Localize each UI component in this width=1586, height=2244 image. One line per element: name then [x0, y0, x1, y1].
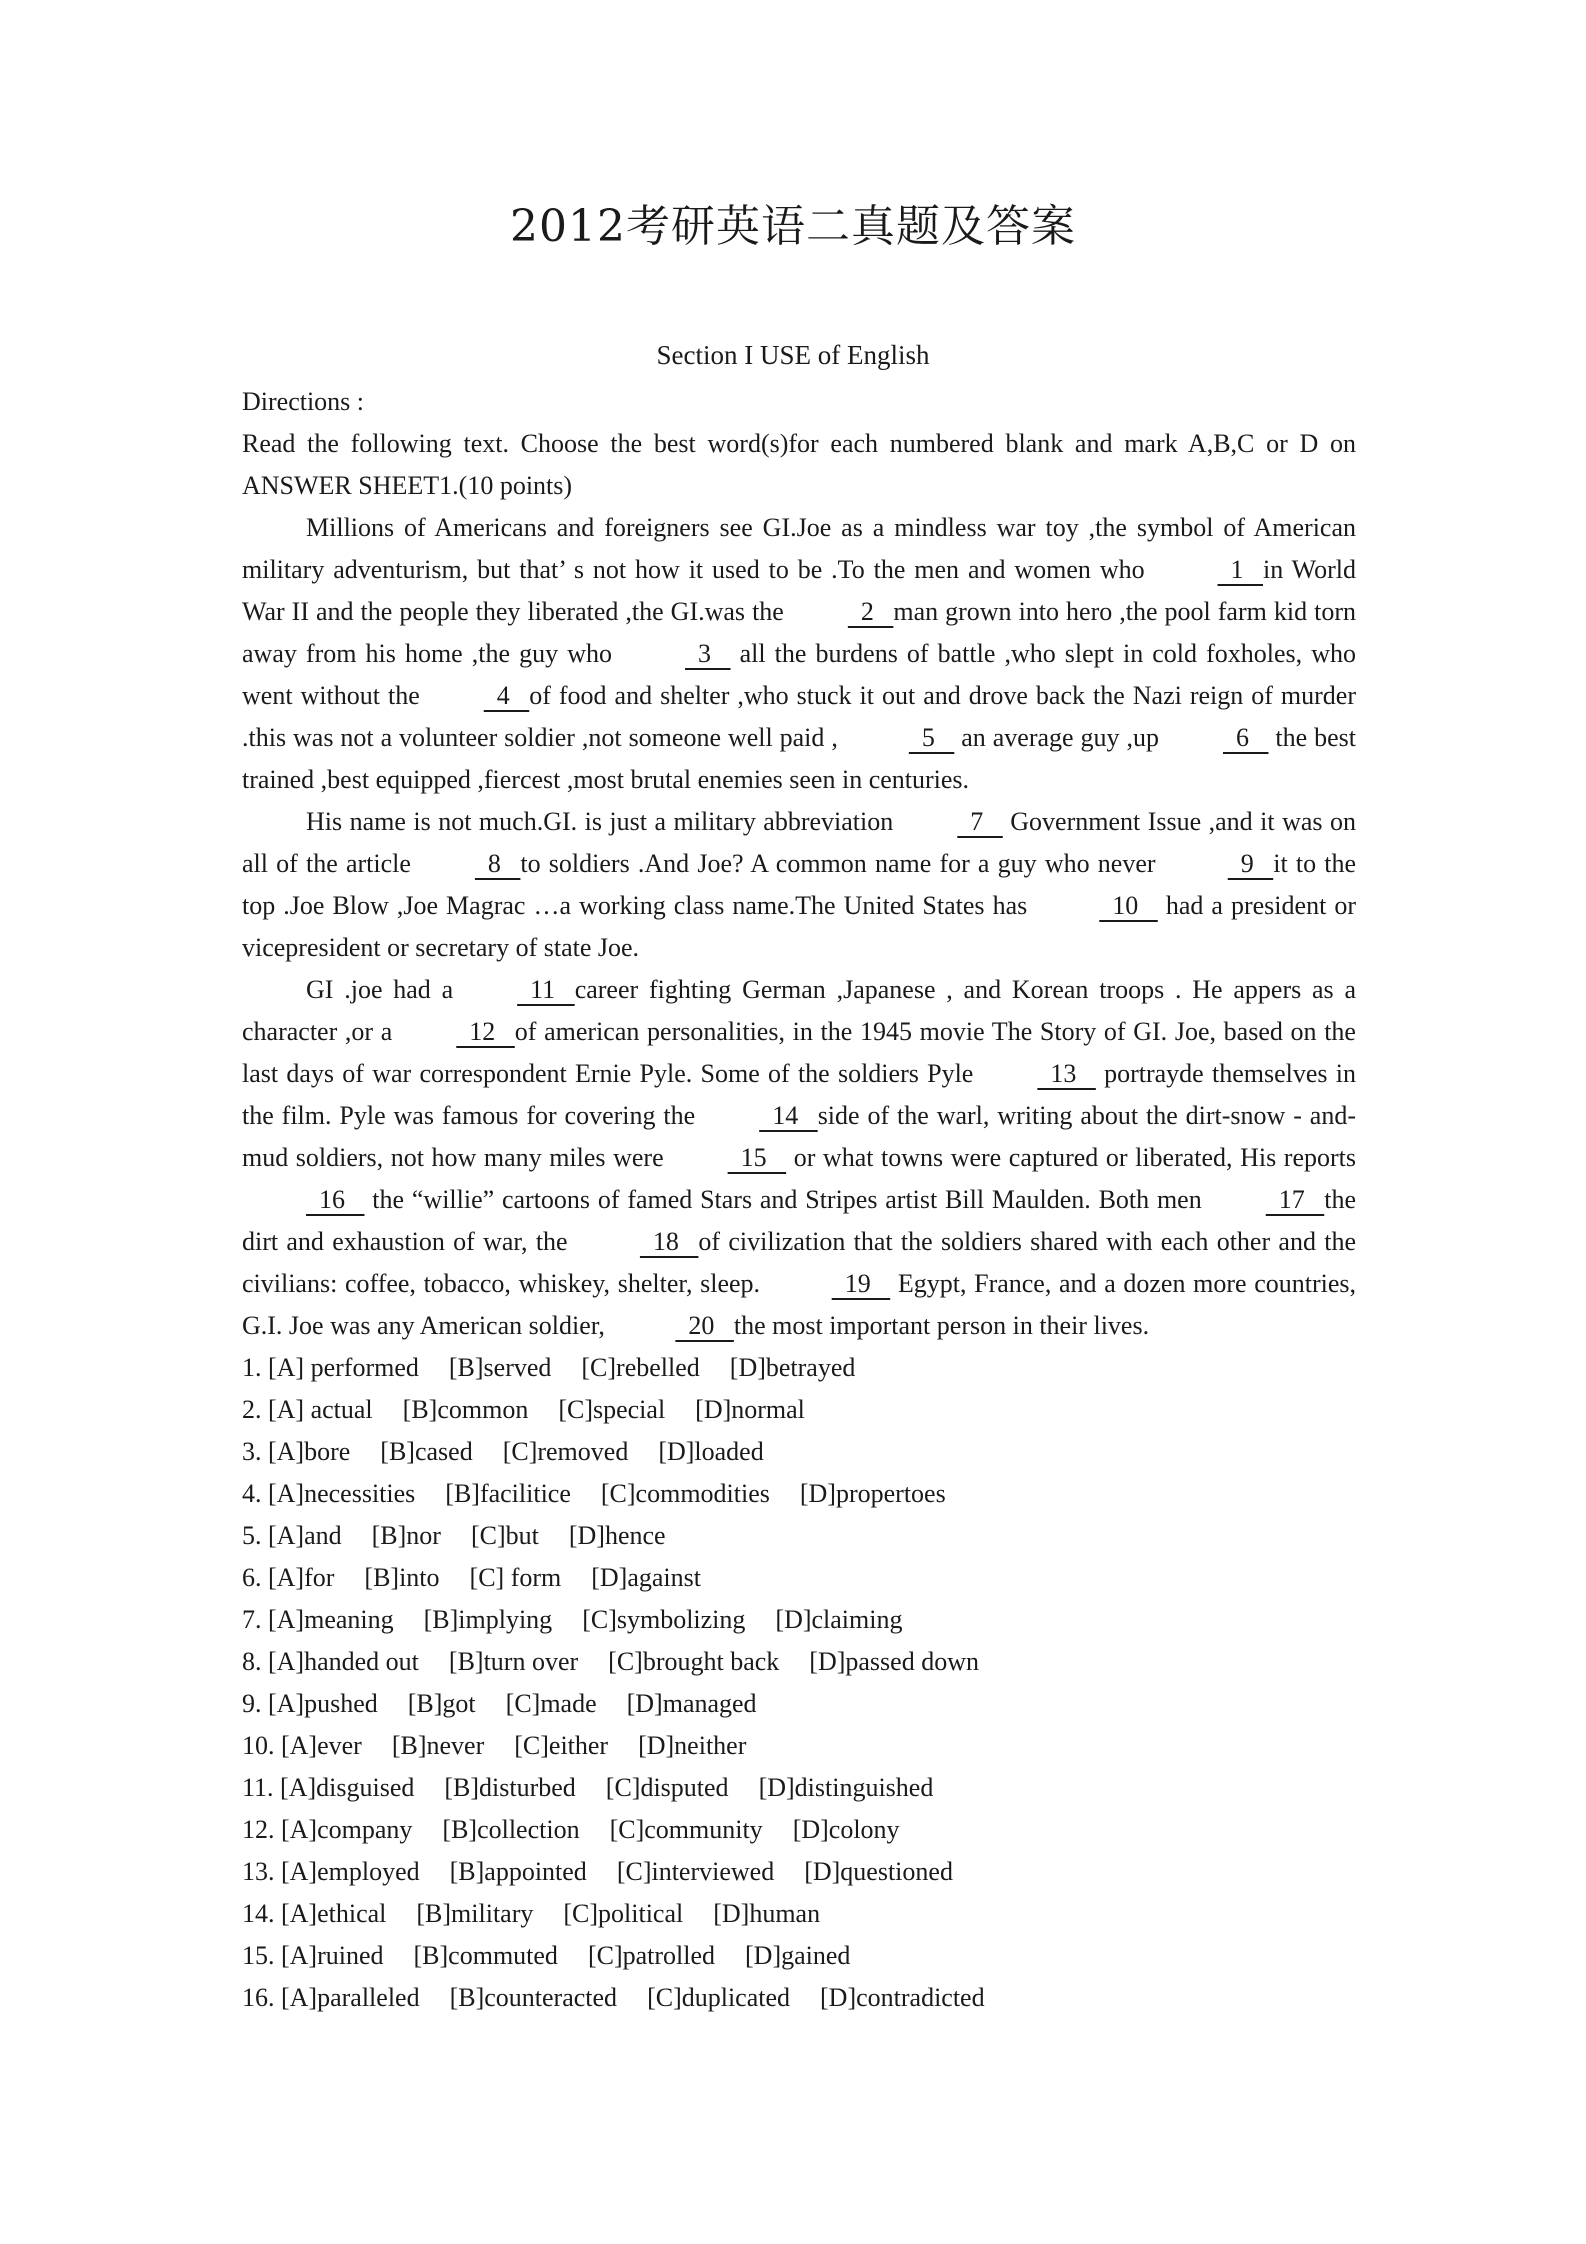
- answer-option: [A]ever: [281, 1731, 362, 1760]
- passage-text: the most important person in their lives.: [733, 1311, 1150, 1340]
- passage-text: GI .joe had a: [306, 975, 454, 1004]
- blank-number: 3: [685, 639, 731, 668]
- question-number: 6.: [242, 1563, 268, 1592]
- blank-number: 14: [759, 1101, 818, 1130]
- answer-option: [D]propertoes: [799, 1479, 946, 1508]
- question-number: 13.: [242, 1857, 281, 1886]
- blank-number: 7: [957, 807, 1003, 836]
- document-body: [242, 381, 1356, 2019]
- passage-paragraph: [242, 969, 1356, 1347]
- passage-text: all the burdens of battle ,who slept in cold foxholes, who went without the: [242, 639, 1356, 710]
- blank-number: 11: [517, 975, 575, 1004]
- question-item: [242, 1725, 1356, 1767]
- question-number: 9.: [242, 1689, 268, 1718]
- answer-option: [A]company: [281, 1815, 413, 1844]
- question-number: 1.: [242, 1353, 268, 1382]
- passage-text: it to the top .Joe Blow ,Joe Magrac …a working class name.The United States has: [242, 849, 1357, 920]
- answer-option: [D]against: [591, 1563, 701, 1592]
- answer-option: [A]ruined: [281, 1941, 384, 1970]
- answer-option: [D]normal: [695, 1395, 805, 1424]
- answer-option: [A]pushed: [268, 1689, 378, 1718]
- answer-option: [D]distinguished: [758, 1773, 934, 1802]
- blank-number: 5: [908, 723, 955, 752]
- blank-number: 10: [1099, 891, 1158, 920]
- answer-option: [C]patrolled: [587, 1941, 716, 1970]
- passage-text: an average guy ,up: [954, 723, 1159, 752]
- passage-text: His name is not much.GI. is just a military abbreviation: [306, 807, 894, 836]
- question-number: 11.: [242, 1773, 281, 1802]
- answer-option: [C]commodities: [600, 1479, 770, 1508]
- answer-option: [B]military: [416, 1899, 534, 1928]
- answer-option: [D]passed down: [809, 1647, 979, 1676]
- question-item: [242, 1809, 1356, 1851]
- question-number: 5.: [242, 1521, 268, 1550]
- passage-text: man grown into hero ,the pool farm kid torn away from his home ,the guy who: [242, 597, 1356, 668]
- answer-option: [C]political: [563, 1899, 684, 1928]
- passage-text: or what towns were captured or liberated, His reports: [786, 1143, 1356, 1172]
- answer-option: [C]removed: [502, 1437, 629, 1466]
- answer-option: [C] form: [469, 1563, 562, 1592]
- blank-number: 20: [675, 1311, 734, 1340]
- question-number: 14.: [242, 1899, 281, 1928]
- passage-text: portrayde themselves in the film. Pyle was famous for covering the: [242, 1059, 1357, 1130]
- answer-option: [A]for: [268, 1563, 335, 1592]
- question-number: 2.: [242, 1395, 268, 1424]
- blank-number: 8: [474, 849, 521, 878]
- passage-text: the dirt and exhaustion of war, the: [242, 1185, 1356, 1256]
- blank-number: 9: [1227, 849, 1274, 878]
- passage-text: to soldiers .And Joe? A common name for a guy who never: [520, 849, 1164, 878]
- passage-text: had a president or vicepresident or secretary of state Joe.: [242, 891, 1356, 962]
- question-item: [242, 1389, 1356, 1431]
- question-number: 8.: [242, 1647, 268, 1676]
- question-number: 16.: [242, 1983, 281, 2012]
- question-number: 10.: [242, 1731, 281, 1760]
- answer-option: [C]disputed: [605, 1773, 729, 1802]
- question-number: 4.: [242, 1479, 268, 1508]
- question-item: [242, 1641, 1356, 1683]
- answer-option: [A]bore: [268, 1437, 351, 1466]
- answer-option: [C]rebelled: [581, 1353, 700, 1382]
- answer-option: [C]brought back: [608, 1647, 780, 1676]
- blank-number: 18: [639, 1227, 699, 1256]
- question-list: [242, 1347, 1356, 2019]
- answer-option: [D]loaded: [658, 1437, 764, 1466]
- blank-number: 17: [1265, 1185, 1325, 1214]
- passage-text: Millions of Americans and foreigners see GI.Joe as a mindless war toy ,the symbol of American military adventurism, but that’ s not how it used to be .To the men and women who: [242, 513, 1356, 584]
- answer-option: [B]implying: [423, 1605, 553, 1634]
- question-item: [242, 1977, 1356, 2019]
- passage-text: Egypt, France, and a dozen more countries, G.I. Joe was any American soldier,: [242, 1269, 1357, 1340]
- question-number: 12.: [242, 1815, 281, 1844]
- answer-option: [B]collection: [442, 1815, 580, 1844]
- question-item: [242, 1431, 1356, 1473]
- answer-option: [B]got: [407, 1689, 476, 1718]
- answer-option: [D]gained: [745, 1941, 851, 1970]
- answer-option: [B]facilitice: [445, 1479, 571, 1508]
- passage-text: of civilization that the soldiers shared with each other and the civilians: coffee, tobacco, whiskey, shelter, sleep.: [242, 1227, 1356, 1298]
- answer-option: [A]meaning: [268, 1605, 394, 1634]
- answer-option: [B]served: [448, 1353, 552, 1382]
- answer-option: [A]ethical: [281, 1899, 387, 1928]
- blank-number: 1: [1217, 555, 1263, 584]
- blank-number: 4: [483, 681, 530, 710]
- answer-option: [B]cased: [380, 1437, 473, 1466]
- question-item: [242, 1557, 1356, 1599]
- question-item: [242, 1515, 1356, 1557]
- answer-option: [C]made: [505, 1689, 597, 1718]
- answer-option: [A]necessities: [268, 1479, 416, 1508]
- blank-number: 15: [727, 1143, 787, 1172]
- answer-option: [B]commuted: [413, 1941, 558, 1970]
- passage-paragraph: [242, 801, 1356, 969]
- answer-option: [D]questioned: [804, 1857, 953, 1886]
- answer-option: [C]duplicated: [647, 1983, 791, 2012]
- answer-option: [D]neither: [638, 1731, 747, 1760]
- answer-option: [C]symbolizing: [582, 1605, 746, 1634]
- blank-number: 13: [1037, 1059, 1096, 1088]
- answer-option: [C]but: [470, 1521, 539, 1550]
- answer-option: [A] performed: [268, 1353, 419, 1382]
- question-item: [242, 1599, 1356, 1641]
- passage-text: the best trained ,best equipped ,fiercest ,most brutal enemies seen in centuries.: [242, 723, 1357, 794]
- answer-option: [B]disturbed: [444, 1773, 576, 1802]
- answer-option: [C]interviewed: [616, 1857, 775, 1886]
- question-number: 3.: [242, 1437, 268, 1466]
- answer-option: [D]managed: [626, 1689, 757, 1718]
- question-item: [242, 1683, 1356, 1725]
- question-number: 15.: [242, 1941, 281, 1970]
- answer-option: [A]paralleled: [281, 1983, 420, 2012]
- blank-number: 19: [831, 1269, 891, 1298]
- question-item: [242, 1473, 1356, 1515]
- answer-option: [C]special: [558, 1395, 666, 1424]
- answer-option: [A] actual: [268, 1395, 373, 1424]
- question-number: 7.: [242, 1605, 268, 1634]
- page-title: 2012考研英语二真题及答案: [510, 201, 1076, 252]
- answer-option: [A]disguised: [280, 1773, 415, 1802]
- passage: [242, 507, 1356, 1347]
- answer-option: [B]nor: [371, 1521, 441, 1550]
- answer-option: [C]community: [609, 1815, 763, 1844]
- directions-text: Read the following text. Choose the best word(s)for each numbered blank and mark A,B,C or D on ANSWER SHEET1.(10 points): [242, 429, 1356, 500]
- question-item: [242, 1347, 1356, 1389]
- answer-option: [A]employed: [281, 1857, 420, 1886]
- answer-option: [C]either: [514, 1731, 609, 1760]
- answer-option: [B]appointed: [449, 1857, 587, 1886]
- blank-number: 12: [456, 1017, 515, 1046]
- answer-option: [D]contradicted: [820, 1983, 985, 2012]
- answer-option: [D]betrayed: [729, 1353, 856, 1382]
- answer-option: [B]common: [402, 1395, 529, 1424]
- blank-number: 2: [847, 597, 894, 626]
- blank-number: 6: [1222, 723, 1269, 752]
- passage-text: of food and shelter ,who stuck it out and drove back the Nazi reign of murder .this was not a volunteer soldier ,not someone well paid ,: [242, 681, 1356, 752]
- passage-text: career fighting German ,Japanese , and Korean troops . He appers as a character ,or a: [242, 975, 1356, 1046]
- answer-option: [D]claiming: [775, 1605, 903, 1634]
- answer-option: [A]and: [268, 1521, 342, 1550]
- question-item: [242, 1935, 1356, 1977]
- section-heading: Section I USE of English: [656, 340, 930, 370]
- directions-label: Directions :: [242, 387, 365, 416]
- question-item: [242, 1767, 1356, 1809]
- passage-paragraph: [242, 507, 1356, 801]
- passage-text: in World War II and the people they liberated ,the GI.was the: [242, 555, 1356, 626]
- passage-text: side of the warl, writing about the dirt-snow - and-mud soldiers, not how many miles were: [242, 1101, 1356, 1172]
- question-item: [242, 1851, 1356, 1893]
- answer-option: [A]handed out: [268, 1647, 419, 1676]
- answer-option: [B]counteracted: [449, 1983, 618, 2012]
- passage-text: the “willie” cartoons of famed Stars and Stripes artist Bill Maulden. Both men: [364, 1185, 1202, 1214]
- answer-option: [B]into: [364, 1563, 440, 1592]
- passage-text: Government Issue ,and it was on all of the article: [242, 807, 1356, 878]
- answer-option: [D]colony: [792, 1815, 900, 1844]
- question-item: [242, 1893, 1356, 1935]
- answer-option: [D]human: [713, 1899, 821, 1928]
- answer-option: [B]turn over: [448, 1647, 579, 1676]
- blank-number: 16: [306, 1185, 365, 1214]
- answer-option: [B]never: [391, 1731, 485, 1760]
- passage-text: of american personalities, in the 1945 movie The Story of GI. Joe, based on the last days of war correspondent Ernie Pyle. Some of the soldiers Pyle: [242, 1017, 1356, 1088]
- answer-option: [D]hence: [568, 1521, 666, 1550]
